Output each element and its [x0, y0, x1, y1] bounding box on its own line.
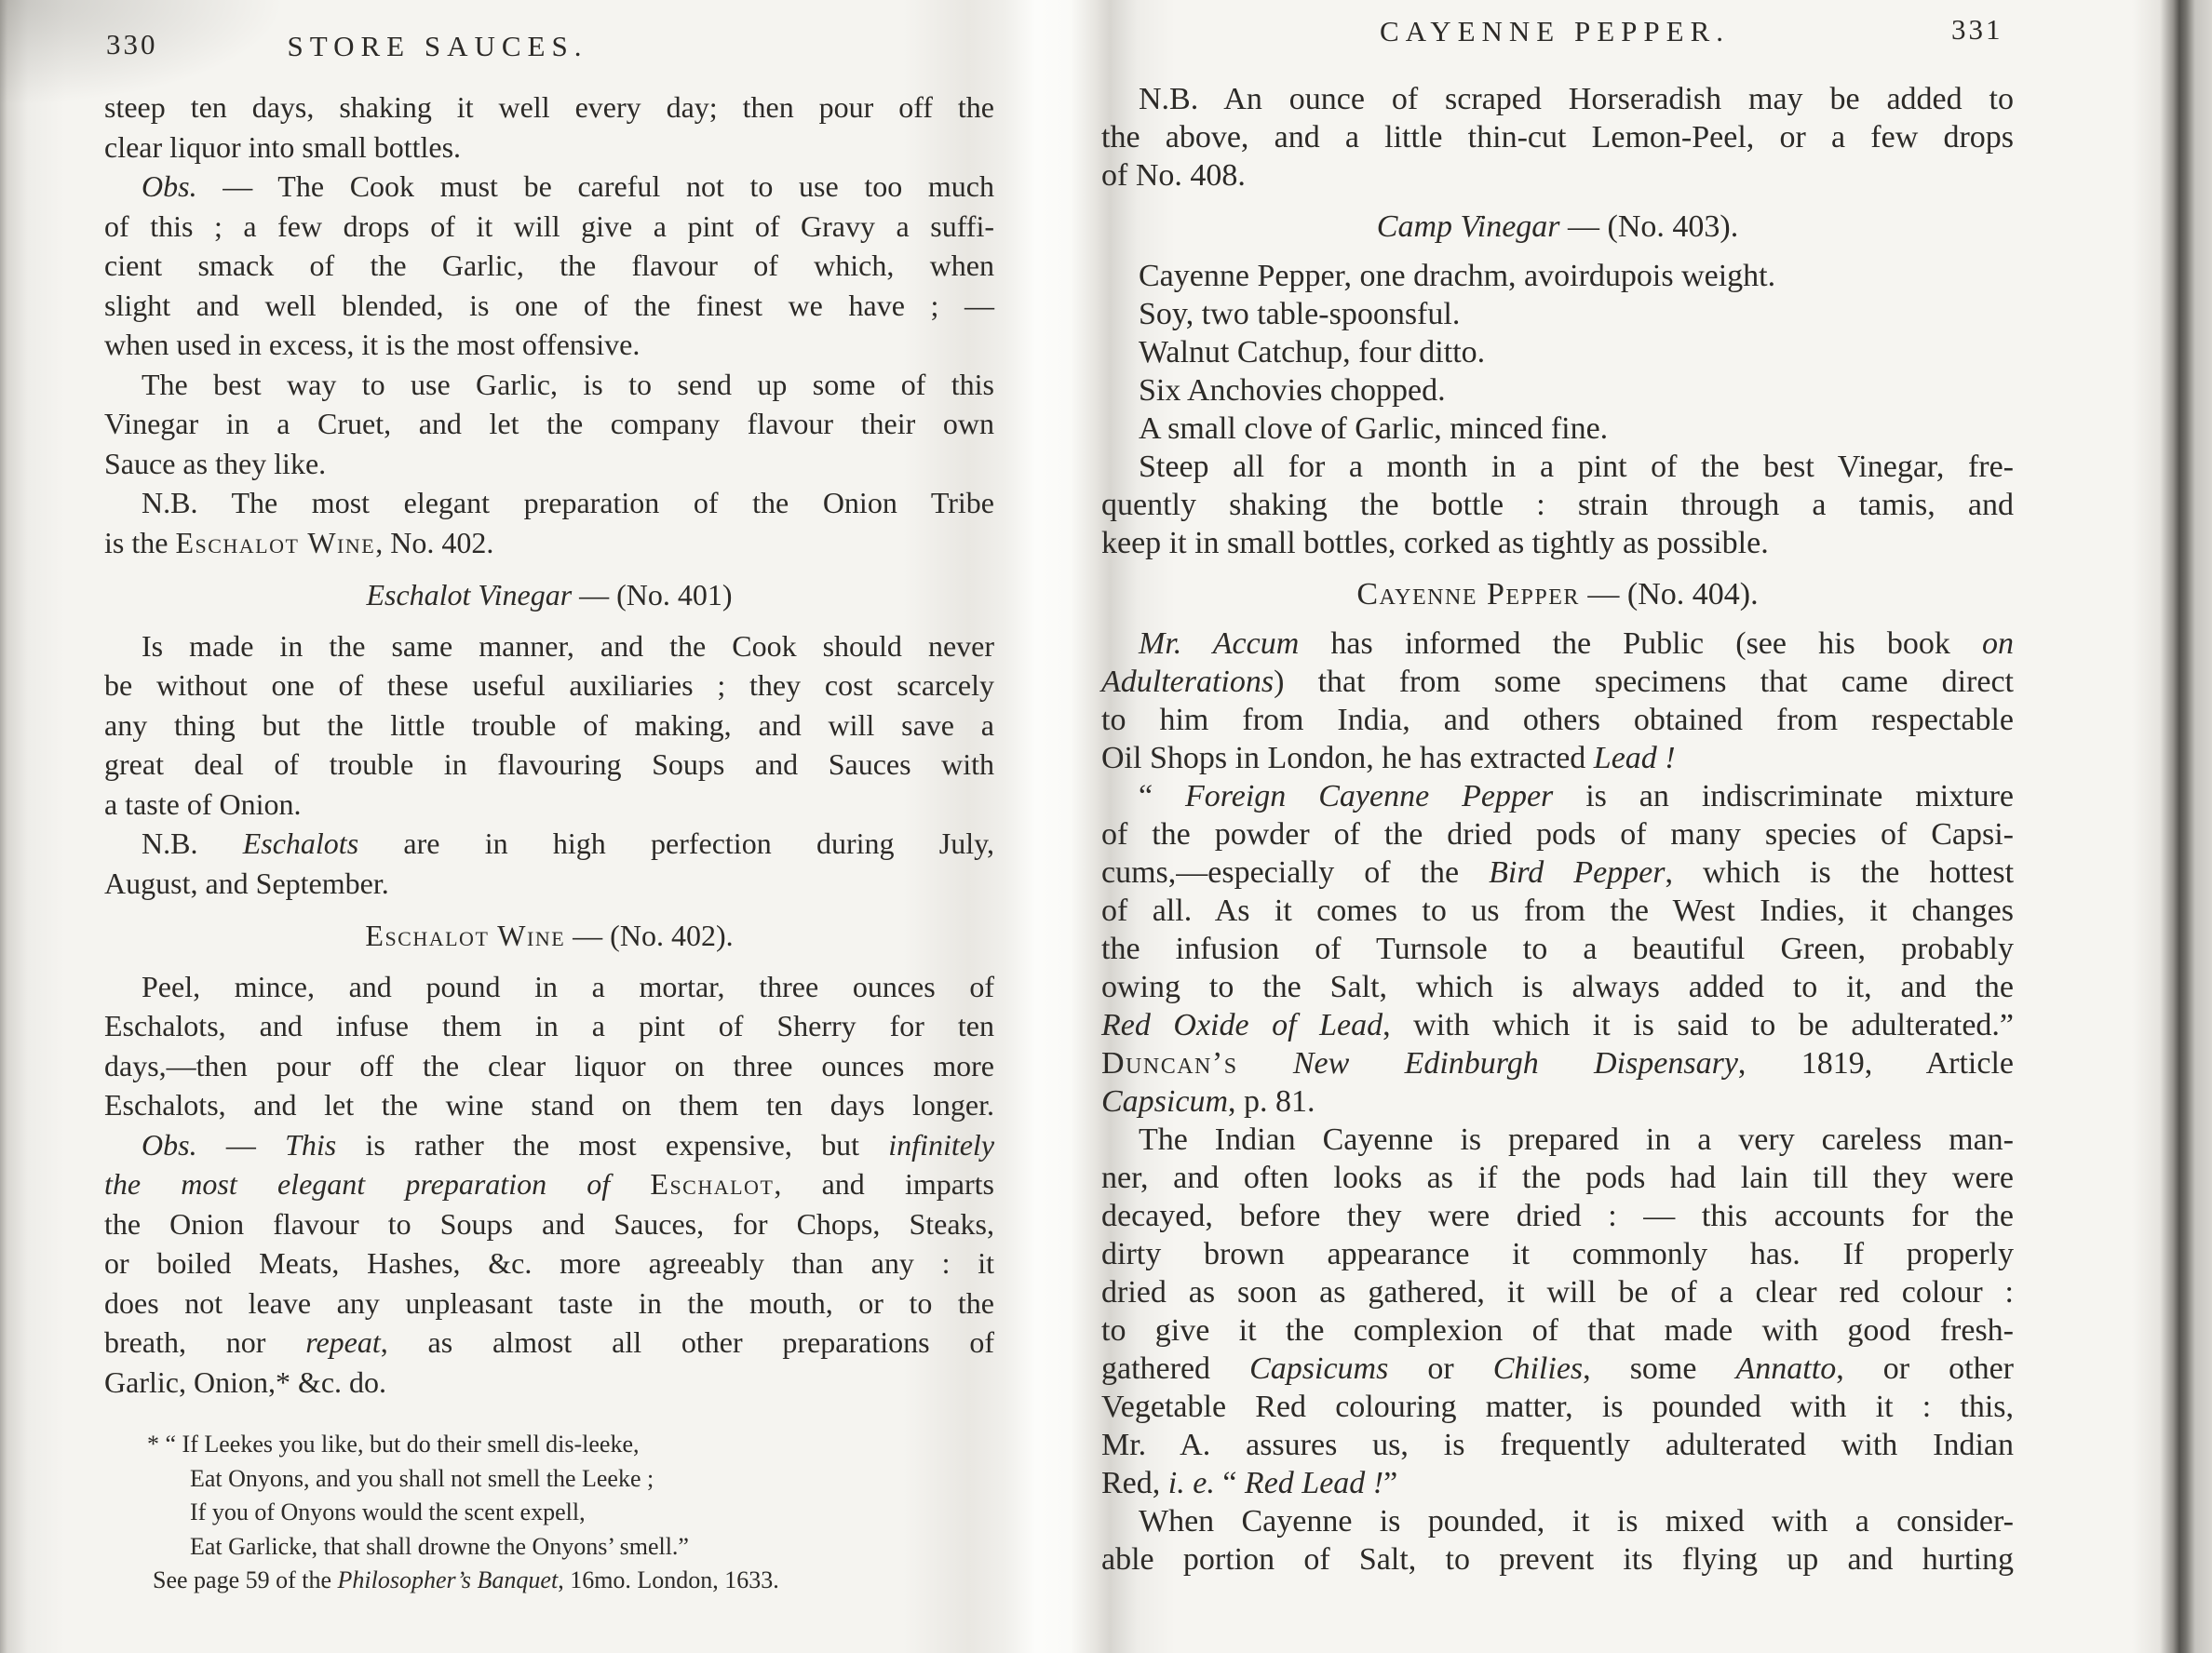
paragraph	[1101, 1121, 2014, 1502]
text-line: Red, i. e. “ Red Lead !”	[1101, 1466, 1398, 1500]
text-line: Eat Garlicke, that shall drowne the Onyons’ smell.”	[190, 1532, 689, 1560]
text-line: gathered Capsicums or Chilies, some Annatto, or other	[1101, 1351, 2015, 1386]
text-line: Vinegar in a Cruet, and let the company flavour their own	[104, 407, 994, 440]
text-line: N.B. The most elegant preparation of the Onion Tribe	[142, 486, 994, 519]
paragraph	[104, 483, 994, 562]
text-line: N.B. An ounce of scraped Horseradish may be added to	[1139, 82, 2014, 116]
text-line: Duncan’s New Edinburgh Dispensary, 1819, Article	[1101, 1046, 2014, 1081]
text-line: Cayenne Pepper, one drachm, avoirdupois weight.	[1139, 259, 1776, 293]
text-line: does not leave any unpleasant taste in the mouth, or to the	[104, 1285, 994, 1320]
text-line: of No. 408.	[1101, 158, 1246, 193]
text-line: to him from India, and others obtained from respectable	[1101, 703, 2014, 737]
paragraph	[1101, 257, 2014, 295]
page-number-left: 330	[106, 28, 158, 60]
text-line: any thing but the little trouble of making, and will save a	[104, 707, 994, 742]
text-line: If you of Onyons would the scent expell,	[190, 1498, 586, 1525]
text-line: A small clove of Garlic, minced fine.	[1139, 411, 1609, 446]
paragraph	[104, 824, 994, 903]
text-line: Eschalots, and let the wine stand on them ten days longer.	[104, 1088, 994, 1122]
section-heading	[104, 575, 994, 615]
text-line: a taste of Onion.	[104, 786, 302, 821]
text-line: Soy, two table-spoonsful.	[1139, 297, 1461, 331]
text-line: days,—then pour off the clear liquor on three ounces more	[104, 1048, 994, 1082]
text-line: Eschalot Vinegar — (No. 401)	[366, 578, 733, 611]
paragraph	[1101, 410, 2014, 448]
text-line: Six Anchovies chopped.	[1139, 373, 1446, 408]
text-line: Obs. — This is rather the most expensive, but infinitely	[142, 1127, 995, 1162]
text-line: decayed, before they were dried : — this accounts for the	[1101, 1199, 2014, 1233]
text-line: the most elegant preparation of Eschalot, and imparts	[104, 1167, 995, 1201]
right-page-body	[1101, 80, 2014, 1579]
running-head-right: CAYENNE PEPPER.	[1379, 15, 1731, 47]
section-heading	[1101, 208, 2014, 246]
paragraph	[1101, 448, 2014, 562]
text-line: When Cayenne is pounded, it is mixed with a consider-	[1139, 1504, 2014, 1539]
text-line: Is made in the same manner, and the Cook should never	[142, 628, 994, 663]
paragraph	[1101, 625, 2014, 777]
text-line: be without one of these useful auxiliaries ; they cost scarcely	[104, 668, 994, 702]
running-head-left: STORE SAUCES.	[287, 30, 588, 62]
text-line: Eschalots, and infuse them in a pint of Sherry for ten	[104, 1009, 994, 1042]
text-line: slight and well blended, is one of the finest we have ; —	[104, 288, 994, 322]
text-line: steep ten days, shaking it well every day; then pour off the	[104, 90, 994, 124]
text-line: Obs. — The Cook must be careful not to use too much	[142, 169, 994, 203]
text-line: owing to the Salt, which is always added to it, and the	[1101, 970, 2014, 1004]
text-line: the Onion flavour to Soups and Sauces, for Chops, Steaks,	[104, 1206, 994, 1241]
text-line: Eat Onyons, and you shall not smell the Leeke ;	[190, 1464, 654, 1492]
text-line: Mr. Accum has informed the Public (see his book on	[1139, 626, 2014, 661]
paragraph	[1101, 80, 2014, 195]
text-line: breath, nor repeat, as almost all other preparations of	[104, 1325, 995, 1359]
footnote	[104, 1428, 994, 1598]
text-line: The best way to use Garlic, is to send up some of this	[142, 367, 994, 401]
text-line: Walnut Catchup, four ditto.	[1139, 335, 1486, 370]
text-line: Garlic, Onion,* &c. do.	[104, 1364, 387, 1399]
text-line: keep it in small bottles, corked as tightly as possible.	[1101, 526, 1769, 560]
text-line: Sauce as they like.	[104, 446, 327, 480]
text-line: Eschalot Wine — (No. 402).	[365, 919, 734, 952]
paragraph	[1101, 333, 2014, 371]
text-line: the above, and a little thin-cut Lemon-Peel, or a few drops	[1101, 120, 2014, 155]
paragraph	[104, 1125, 994, 1403]
text-line: N.B. Eschalots are in high perfection during July,	[142, 826, 994, 860]
text-line: when used in excess, it is the most offensive.	[104, 328, 641, 361]
text-line: Vegetable Red colouring matter, is pounded with it : this,	[1101, 1390, 2014, 1424]
paragraph	[1101, 777, 2014, 1121]
text-line: the infusion of Turnsole to a beautiful Green, probably	[1101, 932, 2014, 966]
section-heading	[1101, 575, 2014, 613]
text-line: Oil Shops in London, he has extracted Lead !	[1101, 741, 1676, 775]
text-line: cums,—especially of the Bird Pepper, which is the hottest	[1101, 855, 2015, 890]
text-line: The Indian Cayenne is prepared in a very careless man-	[1139, 1122, 2014, 1157]
paragraph	[104, 87, 994, 167]
paragraph	[1101, 295, 2014, 333]
page-number-right: 331	[1951, 13, 2003, 46]
left-page-body	[104, 87, 994, 1598]
text-line: ner, and often looks as if the pods had lain till they were	[1101, 1161, 2014, 1195]
text-line: dirty brown appearance it commonly has. If properly	[1101, 1237, 2014, 1271]
text-line: See page 59 of the Philosopher’s Banquet, 16mo. London, 1633.	[153, 1566, 779, 1593]
text-line: Camp Vinegar — (No. 403).	[1376, 209, 1739, 244]
text-line: Peel, mince, and pound in a mortar, three ounces of	[142, 969, 994, 1003]
text-line: of all. As it comes to us from the West Indies, it changes	[1101, 894, 2014, 928]
text-line: cient smack of the Garlic, the flavour of which, when	[104, 249, 994, 282]
text-line: Mr. A. assures us, is frequently adulterated with Indian	[1101, 1428, 2014, 1462]
text-line: is the Eschalot Wine, No. 402.	[104, 525, 494, 559]
text-line: Capsicum, p. 81.	[1101, 1084, 1315, 1119]
paragraph	[1101, 371, 2014, 410]
paragraph	[104, 967, 994, 1125]
section-heading	[104, 916, 994, 956]
text-line: or boiled Meats, Hashes, &c. more agreeably than any : it	[104, 1246, 994, 1280]
text-line: Cayenne Pepper — (No. 404).	[1356, 577, 1759, 611]
text-line: * “ If Leekes you like, but do their smell dis-leeke,	[147, 1431, 640, 1458]
text-line: great deal of trouble in flavouring Soups and Sauces with	[104, 747, 994, 781]
text-line: Red Oxide of Lead, with which it is said to be adulterated.”	[1101, 1008, 2014, 1042]
text-line: of the powder of the dried pods of many species of Capsi-	[1101, 817, 2014, 852]
text-line: able portion of Salt, to prevent its flying up and hurting	[1101, 1542, 2014, 1577]
text-line: dried as soon as gathered, it will be of a clear red colour :	[1101, 1275, 2014, 1310]
text-line: quently shaking the bottle : strain through a tamis, and	[1101, 488, 2014, 522]
text-line: Steep all for a month in a pint of the best Vinegar, fre-	[1139, 450, 2014, 484]
text-line: to give it the complexion of that made with good fresh-	[1101, 1313, 2014, 1348]
paragraph	[104, 365, 994, 484]
text-line: “ Foreign Cayenne Pepper is an indiscriminate mixture	[1139, 779, 2014, 813]
text-line: Adulterations) that from some specimens that came direct	[1101, 665, 2014, 699]
text-line: of this ; a few drops of it will give a pint of Gravy a suffi-	[104, 208, 994, 243]
paragraph	[1101, 1502, 2014, 1579]
paragraph	[104, 167, 994, 365]
text-line: clear liquor into small bottles.	[104, 129, 462, 164]
paragraph	[104, 626, 994, 825]
text-line: August, and September.	[104, 866, 389, 900]
